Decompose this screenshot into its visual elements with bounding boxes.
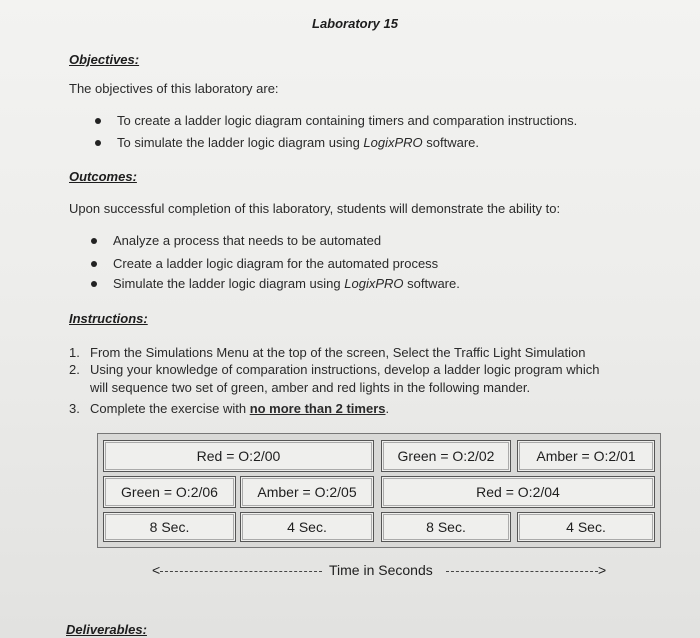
outcome-item: Analyze a process that needs to be automated [113,233,382,248]
step-text-continued: will sequence two set of green, amber and red lights in the following mander. [90,380,531,395]
table-cell: 8 Sec. [381,512,511,542]
table-cell: Red = O:2/00 [103,440,374,472]
objective-item: To create a ladder logic diagram containing timers and comparation instructions. [117,113,578,128]
light-sequence-table [97,433,661,548]
table-cell: Green = O:2/02 [381,440,511,472]
step-text: From the Simulations Menu at the top of the screen, Select the Traffic Light Simulation [90,345,586,360]
step-number: 3. [69,401,80,416]
table-cell: Red = O:2/04 [381,476,655,508]
step-number: 2. [69,362,80,377]
outcomes-intro: Upon successful completion of this laboratory, students will demonstrate the ability to: [69,201,561,216]
arrow-right-icon: > [598,562,607,578]
table-cell: 8 Sec. [103,512,236,542]
step-text [90,401,389,416]
step-text: Using your knowledge of comparation instructions, develop a ladder logic program which [90,362,600,377]
table-cell: Amber = O:2/05 [240,476,374,508]
timeline-dashes-left [160,571,322,572]
outcome-text-end: software. [403,276,460,291]
step-text-start: Complete the exercise with [90,401,250,416]
bullet-icon [91,281,97,287]
bullet-icon [95,140,101,146]
outcome-text: Simulate the ladder logic diagram using [113,276,345,291]
step-number: 1. [69,345,80,360]
objective-text: To simulate the ladder logic diagram using [117,135,364,150]
bullet-icon [91,261,97,267]
deliverables-heading: Deliverables: [66,622,147,637]
outcome-item [113,276,460,291]
table-cell: 4 Sec. [517,512,655,542]
timeline-dashes-right [446,571,598,572]
outcome-item: Create a ladder logic diagram for the automated process [113,256,439,271]
timer-limit: no more than 2 timers [249,401,386,416]
table-cell: Green = O:2/06 [103,476,236,508]
objectives-heading: Objectives: [69,52,140,67]
timeline-label: Time in Seconds [329,562,433,578]
table-cell: Amber = O:2/01 [517,440,655,472]
lab-title: Laboratory 15 [312,16,398,31]
arrow-left-icon: < [152,562,161,578]
table-cell: 4 Sec. [240,512,374,542]
objectives-intro: The objectives of this laboratory are: [69,81,279,96]
software-name: LogixPRO [344,276,404,291]
bullet-icon [95,118,101,124]
outcomes-heading: Outcomes: [69,169,137,184]
software-name: LogixPRO [363,135,423,150]
instructions-heading: Instructions: [69,311,148,326]
step-text-end: . [385,401,390,416]
objective-item [117,135,479,150]
objective-text-end: software. [422,135,480,150]
bullet-icon [91,238,97,244]
